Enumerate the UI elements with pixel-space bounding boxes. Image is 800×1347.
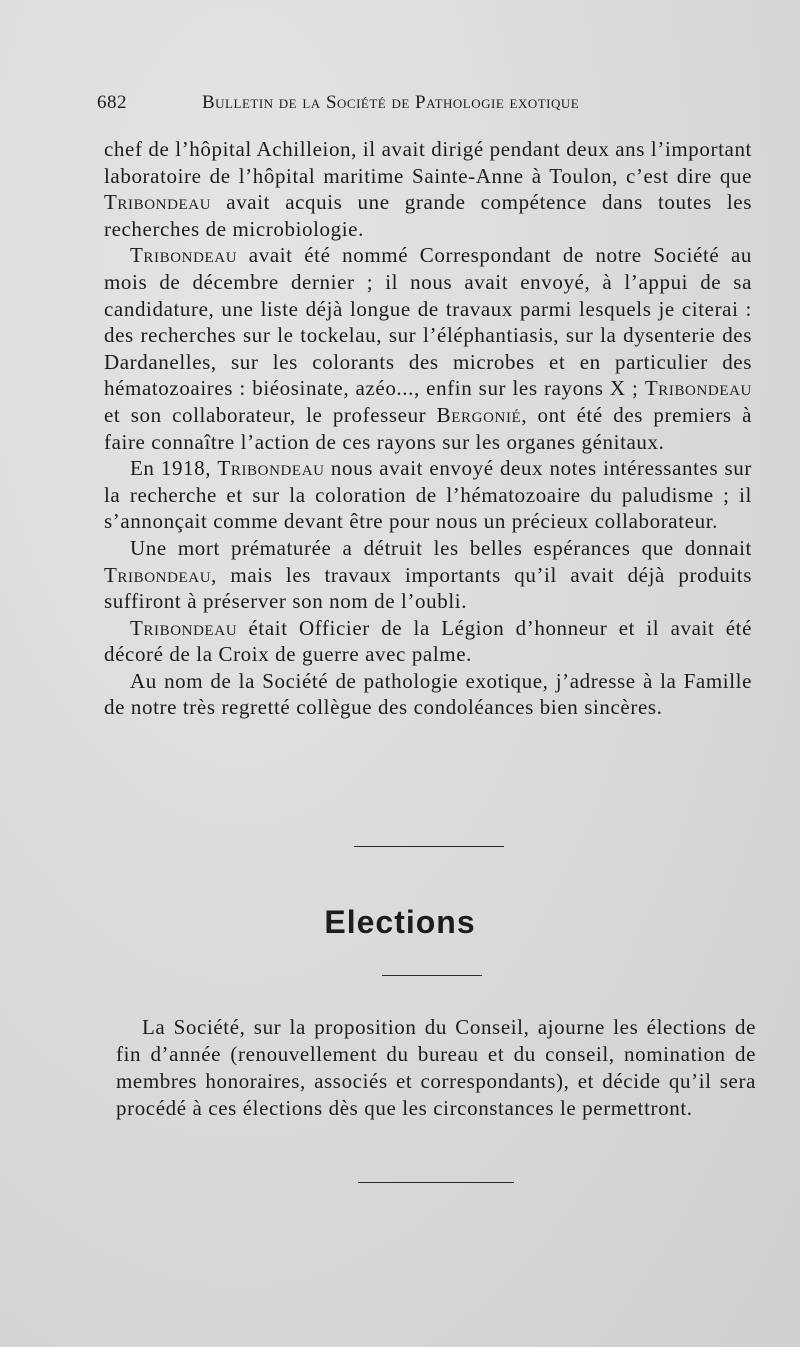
paragraph-1: chef de l’hôpital Achilleion, il avait dirigé pendant deux ans l’important laboratoire de l’hôpital maritime Sainte-Anne à Toulon, c’est dire que Tribondeau avait acquis une grande compétence dans toutes les recherches de microbiologie. bbox=[104, 137, 752, 241]
elections-paragraph: La Société, sur la proposition du Conseil, ajourne les élections de fin d’année (renouvellement du bureau et du conseil, nomination de membres honoraires, associés et correspondants), et décide qu’il sera procédé à ces élections dès que les circonstances le permettront. bbox=[116, 1015, 756, 1120]
paragraph-5: Tribondeau était Officier de la Légion d’honneur et il avait été décoré de la Croix de guerre avec palme. bbox=[104, 615, 752, 667]
title-underline bbox=[382, 975, 482, 976]
running-head bbox=[97, 92, 697, 118]
person-name: Tribondeau bbox=[104, 190, 212, 215]
page-number: 682 bbox=[97, 92, 127, 113]
elections-text bbox=[116, 1014, 756, 1122]
paragraph-6: Au nom de la Société de pathologie exotique, j’adresse à la Famille de notre très regretté collègue des condoléances bien sincères. bbox=[104, 668, 752, 720]
obituary-text bbox=[104, 136, 752, 721]
person-name: Tribondeau bbox=[130, 615, 238, 640]
person-name: Bergonié bbox=[436, 402, 522, 427]
person-name: Tribondeau bbox=[104, 562, 212, 587]
paragraph-3: En 1918, Tribondeau nous avait envoyé deux notes intéressantes sur la recherche et sur la coloration de l’hématozoaire du paludisme ; il s’annonçait comme devant être pour nous un précieux collaborateur. bbox=[104, 456, 752, 534]
person-name: Tribondeau bbox=[130, 243, 238, 268]
section-divider bbox=[354, 846, 504, 847]
end-divider bbox=[358, 1182, 514, 1183]
paragraph-4: Une mort prématurée a détruit les belles espérances que donnait Tribondeau, mais les travaux importants qu’il avait déjà produits suffiront à préserver son nom de l’oubli. bbox=[104, 535, 752, 614]
section-title-elections: Elections bbox=[324, 904, 476, 940]
person-name: Tribondeau bbox=[644, 376, 752, 401]
person-name: Tribondeau bbox=[217, 456, 325, 481]
journal-title: Bulletin de la Société de Pathologie exotique bbox=[202, 92, 580, 113]
paragraph-2: Tribondeau avait été nommé Correspondant de notre Société au mois de décembre dernier ; il nous avait envoyé, à l’appui de sa candidature, une liste déjà longue de travaux parmi lesquels je citerai : des recherches sur le tockelau, sur l’éléphantiasis, sur la dysenterie des Dardanelles, sur les colorants des microbes et en particulier des hématozoaires : biéosinate, azéo..., enfin sur les rayons X ; Tribondeau et son collaborateur, le professeur Bergonié, ont été des premiers à faire connaître l’action de ces rayons sur les organes génitaux. bbox=[104, 243, 752, 454]
